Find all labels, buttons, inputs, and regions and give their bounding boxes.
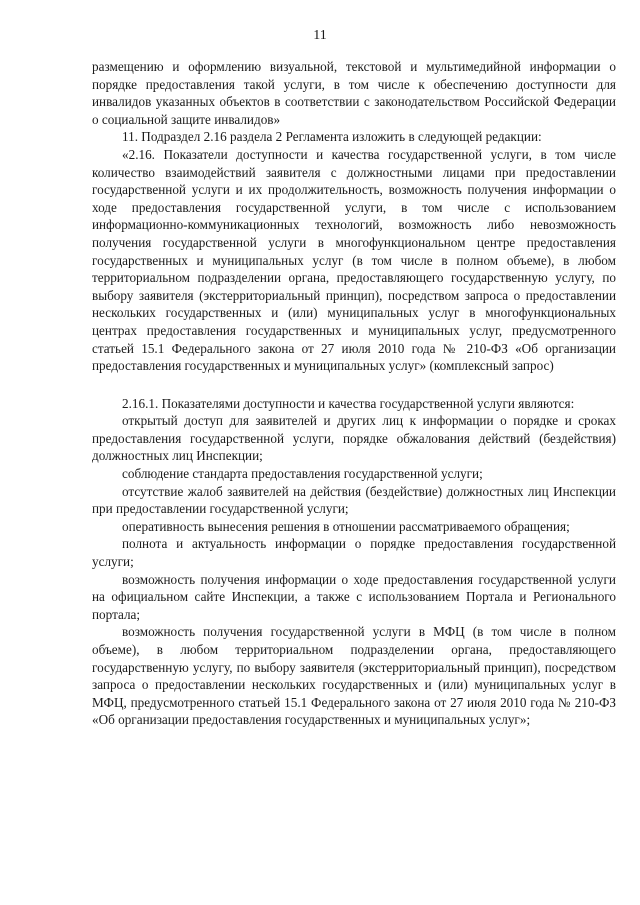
- list-item: возможность получения государственной услуги в МФЦ (в том числе в полном объеме), в любом территориальном подразделении органа, предоставляющего государственную услугу, по выбору заявителя (экстерриториальный принцип), посредством запроса о предоставлении нескольких государственных и (или) муниципальных услуг в МФЦ, предусмотренного статьей 15.1 Федерального закона от 27 июля 2010 года № 210-ФЗ «Об организации предоставления государственных и муниципальных услуг»;: [92, 624, 616, 728]
- list-item: полнота и актуальность информации о порядке предоставления государственной услуги;: [92, 536, 616, 570]
- list-item: оперативность вынесения решения в отношении рассматриваемого обращения;: [122, 518, 570, 534]
- list-item: соблюдение стандарта предоставления государственной услуги;: [122, 466, 483, 482]
- paragraph-gap: [92, 375, 616, 395]
- list-item: открытый доступ для заявителей и других лиц к информации о порядке и сроках предоставления государственной услуги, порядке обжалования действий (бездействия) должностных лиц Инспекции;: [92, 413, 616, 464]
- paragraph-continuation: размещению и оформлению визуальной, текстовой и мультимедийной информации о порядке предоставления такой услуги, в том числе к обеспечению доступности для инвалидов указанных объектов в соответствии с законодательством Российской Федерации о социальной защите инвалидов»: [92, 59, 616, 127]
- list-item: отсутствие жалоб заявителей на действия (бездействие) должностных лиц Инспекции при предоставлении государственной услуги;: [92, 483, 616, 517]
- paragraph-section-2-16: «2.16. Показатели доступности и качества государственной услуги, в том числе количество взаимодействий заявителя с должностными лицами при предоставлении государственной услуги и их продолжительность, возможность получения информации о ходе предоставления государственной услуги, в том числе с использованием информационно-коммуникационных технологий, возможность либо невозможность получения государственной услуги в многофункциональном центре предоставления государственных и муниципальных услуг (в том числе в полном объеме), в любом территориальном подразделении органа, предоставляющего государственную услугу, по выбору заявителя (экстерриториальный принцип), посредством запроса о предоставлении нескольких государственных и (или) муниципальных услуг в многофункциональных центрах предоставления государственных и муниципальных услуг, предусмотренного статьей 15.1 Федерального закона от 27 июля 2010 года № 210-ФЗ «Об организации предоставления государственных и муниципальных услуг» (комплексный запрос): [92, 146, 616, 374]
- page-number: 11: [313, 28, 327, 43]
- document-body: [92, 58, 616, 729]
- list-item: возможность получения информации о ходе предоставления государственной услуги на официальном сайте Инспекции, а также с использованием Портала и Регионального портала;: [92, 571, 616, 622]
- paragraph-item-11: 11. Подраздел 2.16 раздела 2 Регламента изложить в следующей редакции:: [122, 129, 542, 145]
- paragraph-section-2-16-1: 2.16.1. Показателями доступности и качества государственной услуги являются:: [122, 395, 575, 411]
